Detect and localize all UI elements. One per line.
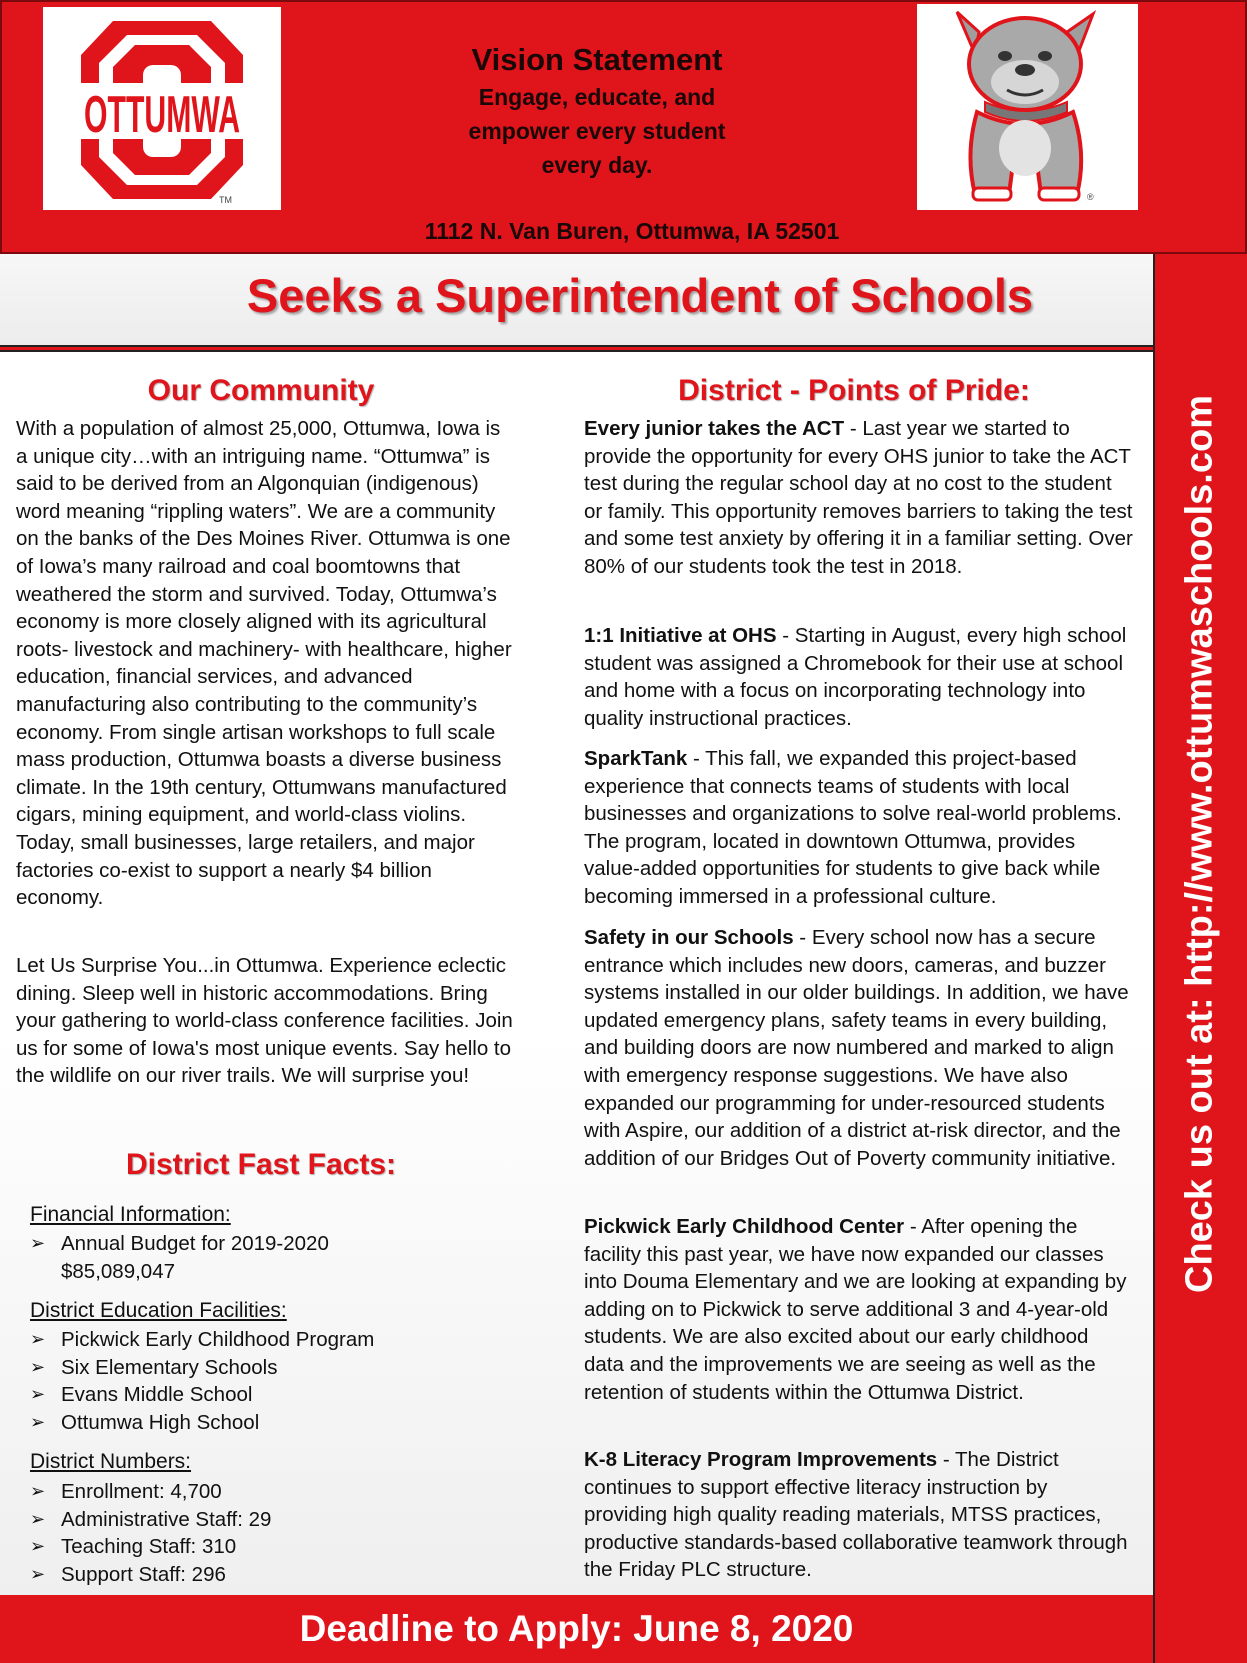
arrow-bullet-icon: ➢ [30, 1356, 46, 1377]
footer-banner [0, 1595, 1153, 1663]
fast-facts-heading: District Fast Facts: [125, 1148, 397, 1181]
list-item: ➢ Ottumwa High School [30, 1409, 510, 1437]
arrow-bullet-icon: ➢ [30, 1233, 46, 1253]
pride-item [584, 622, 1134, 732]
arrow-bullet-icon: ➢ [30, 1536, 46, 1557]
district-address: 1112 N. Van Buren, Ottumwa, IA 52501 [424, 218, 840, 244]
financial-heading: Financial Information: [30, 1203, 231, 1226]
vision-statement [402, 40, 792, 182]
vision-title: Vision Statement [471, 42, 723, 77]
financial-list [30, 1230, 510, 1285]
list-item: ➢ Six Elementary Schools [30, 1354, 510, 1382]
ottumwa-logo-graphic [43, 7, 281, 210]
pride-item [584, 415, 1134, 581]
pride-item [584, 745, 1134, 911]
list-item: ➢ Support Staff: 296 [30, 1561, 510, 1589]
list-item: ➢ Pickwick Early Childhood Program [30, 1326, 510, 1354]
pride-item-text: - This fall, we expanded this project-based experience that connects teams of students with local businesses and organizations to solve real-world problems. The program, located in downtown Ottumwa, provides value-added opportunities for students to give back while becoming immersed in a professional culture. [584, 747, 1122, 908]
pride-item-text: - Starting in August, every high school student was assigned a Chromebook for their use at school and home with a focus on incorporating technology into quality instructional practices. [584, 624, 1127, 730]
title-divider [0, 345, 1153, 352]
list-item: ➢ Enrollment: 4,700 [30, 1478, 510, 1506]
list-item: ➢ Evans Middle School [30, 1381, 510, 1409]
svg-text:TM: TM [219, 195, 232, 205]
pride-item-title: SparkTank [584, 747, 688, 770]
header-banner [0, 0, 1247, 254]
pride-item-title: Safety in our Schools [584, 926, 794, 949]
logo-wordmark: OTTUMWA [84, 86, 240, 144]
pride-item [584, 1446, 1134, 1584]
arrow-bullet-icon: ➢ [30, 1563, 46, 1584]
arrow-bullet-icon: ➢ [30, 1411, 46, 1432]
page-title: Seeks a Superintendent of Schools [246, 269, 1034, 322]
pride-item-title: K-8 Literacy Program Improvements [584, 1448, 938, 1471]
pride-item-text: - Last year we started to provide the opportunity for every OHS junior to take the ACT test during the regular school day at no cost to the student or family. This opportunity removes barriers to taking the test and some test anxiety by offering it in a familiar setting. Over 80% of our students took the test in 2018. [584, 417, 1133, 578]
arrow-bullet-icon: ➢ [30, 1329, 46, 1349]
pride-item-title: Pickwick Early Childhood Center [584, 1215, 905, 1238]
list-item: ➢ Teaching Staff: 310 [30, 1533, 510, 1561]
pride-item [584, 924, 1134, 1172]
bulldog-mascot-graphic [917, 4, 1138, 210]
pride-item-title: Every junior takes the ACT [584, 417, 845, 440]
community-paragraph: With a population of almost 25,000, Ottumwa, Iowa is a unique city…with an intriguing name. “Ottumwa” is said to be derived from an Algonquian (indigenous) word meaning “rippling waters”. We are a community on the banks of the Des Moines River. Ottumwa is one of Iowa’s many railroad and coal boomtowns that weathered the storm and survived. Today, Ottumwa’s economy is more closely aligned with its agricultural roots- livestock and machinery- with healthcare, higher education, financial services, and advanced manufacturing also contributing to the community’s economy. From single artisan workshops to full scale mass production, Ottumwa boasts a diverse business climate. In the 19th century, Ottumwans manufactured cigars, mining equipment, and world-class violins. Today, small businesses, large retailers, and major factories co-exist to support a nearly $4 billion economy. [16, 417, 512, 910]
arrow-bullet-icon: ➢ [30, 1481, 46, 1501]
numbers-heading: District Numbers: [30, 1450, 192, 1473]
vision-line: empower every student [468, 118, 726, 144]
list-item: ➢ Annual Budget for 2019-2020 [30, 1230, 510, 1258]
website-link[interactable]: Check us out at: http://www.ottumwaschools.com [1178, 395, 1221, 1293]
list-item: $85,089,047 [61, 1259, 176, 1283]
arrow-bullet-icon: ➢ [30, 1384, 46, 1405]
pride-item-title: 1:1 Initiative at OHS [584, 624, 777, 647]
vision-line: Engage, educate, and [478, 84, 716, 110]
pride-item [584, 1213, 1134, 1406]
vision-line: every day. [541, 152, 653, 178]
application-deadline: Deadline to Apply: June 8, 2020 [299, 1608, 854, 1649]
points-of-pride-heading: District - Points of Pride: [678, 374, 1030, 407]
arrow-bullet-icon: ➢ [30, 1508, 46, 1529]
facilities-list [30, 1326, 510, 1436]
community-paragraph: Let Us Surprise You...in Ottumwa. Experience eclectic dining. Sleep well in historic accommodations. Bring your gathering to world-class conference facilities. Join us for some of Iowa's most unique events. Say hello to the wildlife on our river trails. We will surprise you! [16, 954, 513, 1088]
pride-item-text: - Every school now has a secure entrance which includes new doors, cameras, and buzzer systems installed in our older buildings. In addition, we have updated emergency plans, safety teams in every building, and building doors are now numbered and marked to align with emergency response suggestions. We have also expanded our programming for under-resourced students with Aspire, our addition of a district at-risk director, and the addition of our Bridges Out of Poverty community initiative. [584, 926, 1129, 1170]
facilities-heading: District Education Facilities: [30, 1299, 287, 1322]
community-heading: Our Community [147, 374, 375, 407]
svg-text:®: ® [1087, 192, 1094, 202]
bulldog-mascot-logo [917, 4, 1138, 210]
pride-item-text: - The District continues to support effective literacy instruction by providing high quality reading materials, MTSS practices, productive standards-based collaborative teamwork through the Friday PLC structure. [584, 1448, 1128, 1582]
pride-item-text: - After opening the facility this past year, we have now expanded our classes into Douma Elementary and we are looking at expanding by adding on to Pickwick to serve additional 3 and 4-year-old students. We are also excited about our early childhood data and the improvements we are seeing as well as the retention of students within the Ottumwa District. [584, 1215, 1127, 1404]
ottumwa-o-logo [43, 7, 281, 210]
numbers-list [30, 1478, 510, 1588]
list-item: ➢ Administrative Staff: 29 [30, 1506, 510, 1534]
